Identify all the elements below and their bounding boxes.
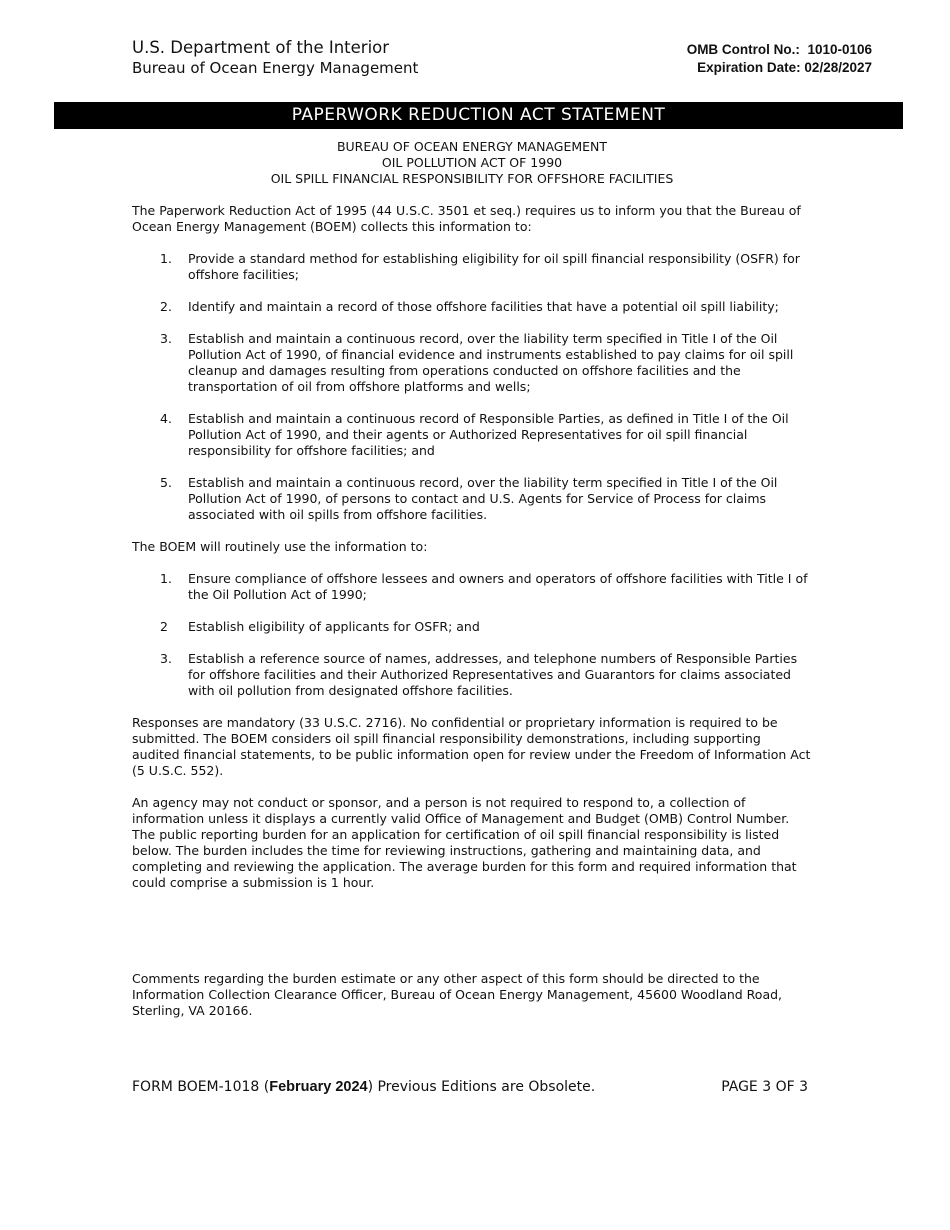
subtitle-block <box>132 139 812 187</box>
list-number: 2. <box>160 299 172 314</box>
list-text: Establish a reference source of names, addresses, and telephone numbers of Responsible Parties for offshore facilities and their Authorized Representatives and Guarantors for claims associated with oil pollution from designated offshore facilities. <box>188 651 798 698</box>
purposes-list <box>132 251 812 523</box>
list-number: 1. <box>160 571 172 586</box>
list-number: 2 <box>160 619 168 634</box>
list-item <box>132 619 812 635</box>
expiration-line <box>687 59 872 77</box>
list-item <box>132 651 812 699</box>
expiration-label: Expiration Date: <box>697 60 801 75</box>
spacer <box>132 907 812 971</box>
list-item <box>132 251 812 283</box>
expiration-value: 02/28/2027 <box>804 60 872 75</box>
omb-label: OMB Control No.: <box>686 42 800 57</box>
list-item <box>132 571 812 603</box>
list-number: 5. <box>160 475 172 490</box>
list-text: Establish and maintain a continuous record, over the liability term specified in Title I of the Oil Pollution Act of 1990, of persons to contact and U.S. Agents for Service of Process for claims associated with oil spills from offshore facilities. <box>188 475 778 522</box>
form-prefix: FORM BOEM-1018 ( <box>132 1079 270 1095</box>
form-date: February 2024 <box>269 1079 368 1095</box>
list-item <box>132 475 812 523</box>
list-number: 4. <box>160 411 172 426</box>
list-item <box>132 299 812 315</box>
subtitle-line: BUREAU OF OCEAN ENERGY MANAGEMENT <box>336 139 608 154</box>
subtitle-line: OIL SPILL FINANCIAL RESPONSIBILITY FOR OFFSHORE FACILITIES <box>270 171 674 186</box>
department-name: U.S. Department of the Interior <box>132 38 390 57</box>
intro-paragraph: The Paperwork Reduction Act of 1995 (44 U.S.C. 3501 et seq.) requires us to inform you that the Bureau of Ocean Energy Management (BOEM) collects this information to: <box>132 203 801 234</box>
list-text: Provide a standard method for establishing eligibility for oil spill financial responsibility (OSFR) for offshore facilities; <box>188 251 800 282</box>
list-text: Establish eligibility of applicants for OSFR; and <box>188 619 480 634</box>
form-identifier <box>132 1077 595 1097</box>
omb-control-line <box>687 41 872 59</box>
list-text: Establish and maintain a continuous record, over the liability term specified in Title I of the Oil Pollution Act of 1990, of financial evidence and instruments established to pay claims for oil spill cleanup and damages resulting from operations conducted on offshore facilities and the transportation of oil from offshore platforms and wells; <box>188 331 794 394</box>
list-text: Establish and maintain a continuous record of Responsible Parties, as defined in Title I of the Oil Pollution Act of 1990, and their agents or Authorized Representatives for oil spill financial responsibility for offshore facilities; and <box>188 411 789 458</box>
comments-paragraph: Comments regarding the burden estimate or any other aspect of this form should be directed to the Information Collection Clearance Officer, Bureau of Ocean Energy Management, 45600 Woodland Road, Sterling, VA 20166. <box>132 971 783 1018</box>
list-number: 3. <box>160 331 172 346</box>
form-suffix: ) Previous Editions are Obsolete. <box>367 1079 596 1095</box>
uses-intro-paragraph: The BOEM will routinely use the information to: <box>132 539 428 554</box>
page-title: PAPERWORK REDUCTION ACT STATEMENT <box>291 105 666 125</box>
list-text: Ensure compliance of offshore lessees and owners and operators of offshore facilities with Title I of the Oil Pollution Act of 1990; <box>188 571 808 602</box>
list-item <box>132 411 812 459</box>
agency-block <box>132 38 418 78</box>
omb-value: 1010-0106 <box>807 42 872 57</box>
list-number: 1. <box>160 251 172 266</box>
statement-body <box>132 203 812 1035</box>
uses-list <box>132 571 812 699</box>
list-item <box>132 331 812 395</box>
responses-paragraph: Responses are mandatory (33 U.S.C. 2716). No confidential or proprietary information is required to be submitted. The BOEM considers oil spill financial responsibility demonstrations, including supporting audited financial statements, to be public information open for review under the Freedom of Information Act (5 U.S.C. 552). <box>132 715 811 778</box>
omb-block <box>687 41 872 77</box>
list-text: Identify and maintain a record of those offshore facilities that have a potential oil spill liability; <box>188 299 779 314</box>
burden-paragraph: An agency may not conduct or sponsor, and a person is not required to respond to, a collection of information unless it displays a currently valid Office of Management and Budget (OMB) Control Number. The public reporting burden for an application for certification of oil spill financial responsibility is listed below. The burden includes the time for reviewing instructions, gathering and maintaining data, and completing and reviewing the application. The average burden for this form and required information that could comprise a submission is 1 hour. <box>132 795 797 890</box>
subtitle-line: OIL POLLUTION ACT OF 1990 <box>381 155 563 170</box>
bureau-name: Bureau of Ocean Energy Management <box>132 59 419 77</box>
page-number: PAGE 3 OF 3 <box>721 1079 808 1095</box>
title-bar <box>54 102 903 129</box>
list-number: 3. <box>160 651 172 666</box>
